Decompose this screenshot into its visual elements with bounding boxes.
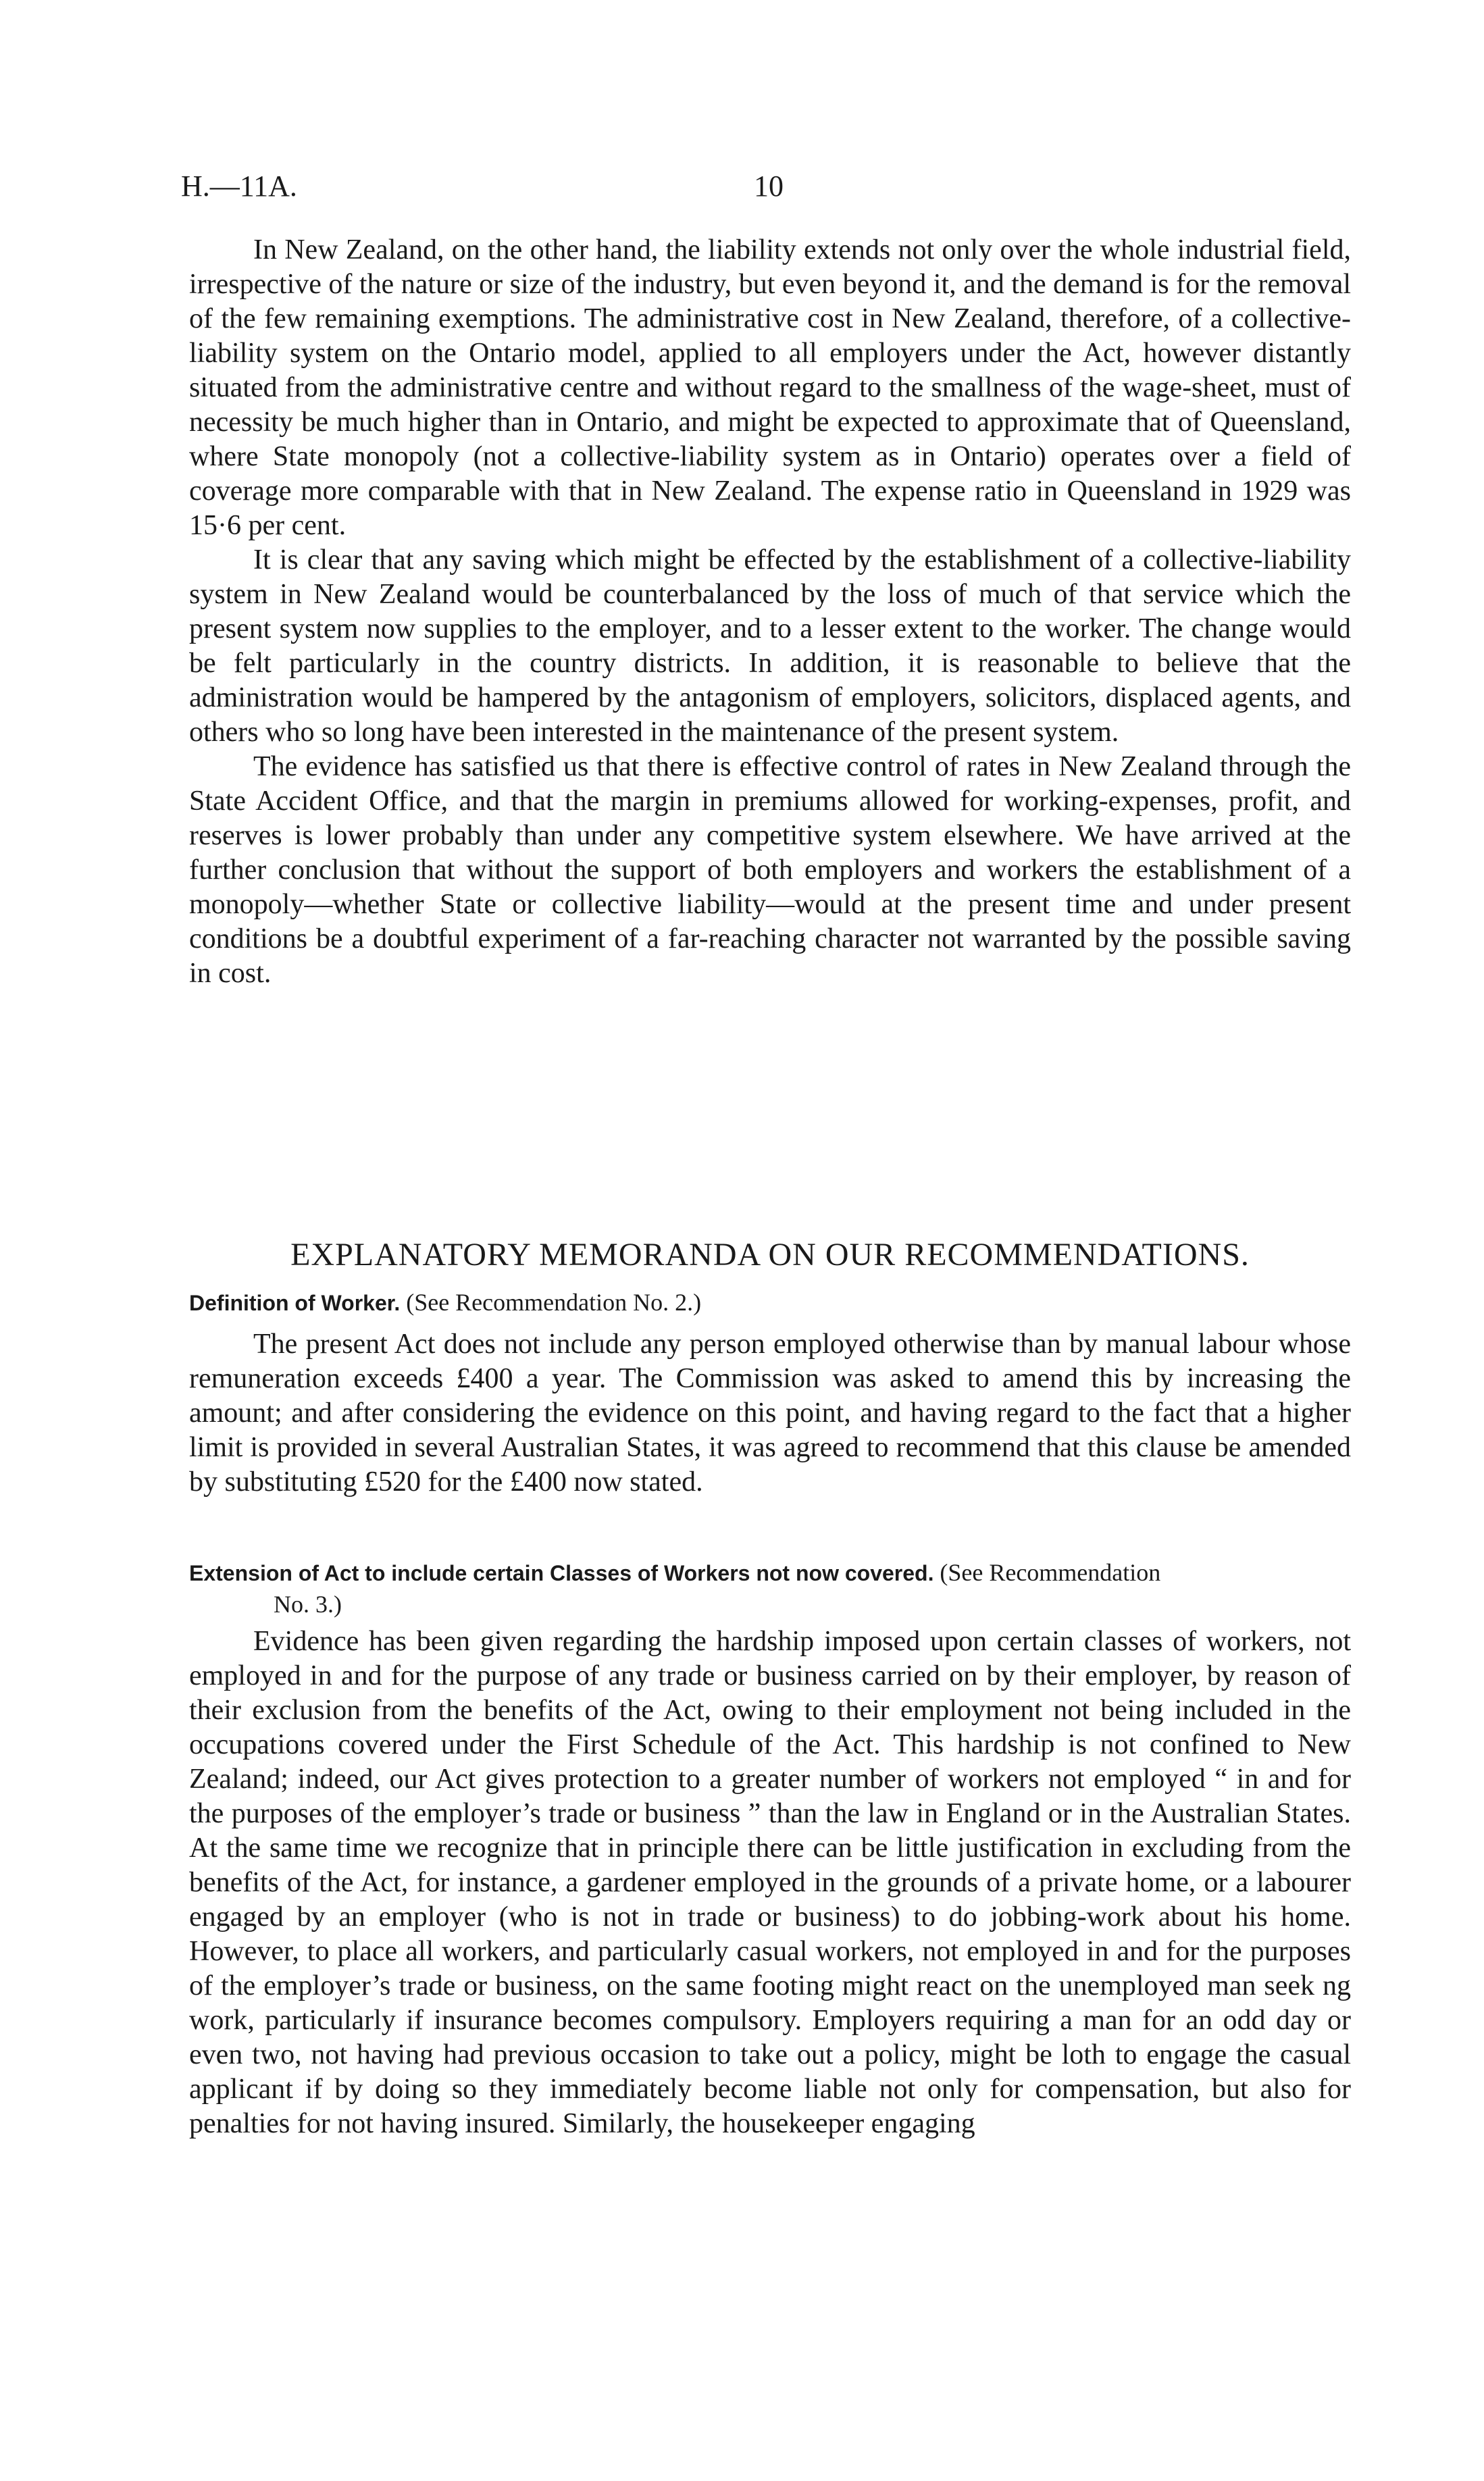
- definition-text-block: [189, 1327, 1351, 1500]
- paragraph-collective-liability: It is clear that any saving which might be effected by the establishment of a collective-liability system in New Zealand would be counterbalanced by the loss of much of that service which the present system now supplies to the employer, and to a lesser extent to the worker. The change would be felt particularly in the country districts. In addition, it is reasonable to believe that the administration would be hampered by the antagonism of employers, solicitors, displaced agents, and others who so long have been interested in the maintenance of the present system.: [189, 544, 1351, 748]
- subsection-heading-extension: [189, 1557, 1351, 1620]
- page-header: [181, 169, 1356, 209]
- paragraph-cost-comparison: In New Zealand, on the other hand, the liability extends not only over the whole industrial field, irrespective of the nature or size of the industry, but even beyond it, and the demand is for the removal of the few remaining exemptions. The administrative cost in New Zealand, therefore, of a collective-liability system on the Ontario model, applied to all employers under the Act, however distantly situated from the administrative centre and without regard to the smallness of the wage-sheet, must of necessity be much higher than in Ontario, and might be expected to approximate that of Queensland, where State monopoly (not a collective-liability system as in Ontario) operates over a field of coverage more comparable with that in New Zealand. The expense ratio in Queensland in 1929 was 15·6 per cent.: [189, 234, 1351, 541]
- section-heading: EXPLANATORY MEMORANDA ON OUR RECOMMENDATIONS.: [290, 1237, 1250, 1273]
- document-reference: H.—11A.: [181, 170, 297, 203]
- recommendation-reference: (See Recommendation: [940, 1559, 1161, 1586]
- subsection-title: Definition of Worker.: [189, 1291, 401, 1315]
- extension-text-block: [189, 1625, 1351, 2141]
- subsection-title: Extension of Act to include certain Classes of Workers not now covered.: [189, 1561, 934, 1585]
- paragraph-conclusion: The evidence has satisfied us that there is effective control of rates in New Zealand through the State Accident Office, and that the margin in premiums allowed for working-expenses, profit, and reserves is lower probably than under any competitive system elsewhere. We have arrived at the further conclusion that without the support of both employers and workers the establishment of a monopoly—whether State or collective liability—would at the present time and under present conditions be a doubtful experiment of a far-reaching character not warranted by the possible saving in cost.: [189, 751, 1351, 989]
- paragraph-definition-of-worker: The present Act does not include any person employed otherwise than by manual labour whose remuneration exceeds £400 a year. The Commission was asked to amend this by increasing the amount; and after considering the evidence on this point, and having regard to the fact that a higher limit is provided in several Australian States, it was agreed to recommend that this clause be amended by substituting £520 for the £400 now stated.: [189, 1329, 1351, 1498]
- recommendation-reference-continued: No. 3.): [274, 1591, 342, 1618]
- paragraph-extension-of-act: Evidence has been given regarding the hardship imposed upon certain classes of workers, not employed in and for the purpose of any trade or business carried on by their employer, by reason of their exclusion from the benefits of the Act, owing to their employment not being included in the occupations covered under the First Schedule of the Act. This hardship is not confined to New Zealand; indeed, our Act gives protection to a greater number of workers not employed “ in and for the purposes of the employer’s trade or business ” than the law in England or in the Australian States. At the same time we recognize that in principle there can be little justification in excluding from the benefits of the Act, for instance, a gardener employed in the grounds of a private home, or a labourer engaged by an employer (who is not in trade or business) to do jobbing-work about his home. However, to place all workers, and particularly casual workers, not employed in and for the purposes of the employer’s trade or business, on the same footing might react on the unemployed man seek ng work, particularly if insurance becomes compulsory. Employers requiring a man for an odd day or even two, not having had previous occasion to take out a policy, might be loth to engage the casual applicant if by doing so they immediately become liable not only for compensation, but also for penalties for not having insured. Similarly, the housekeeper engaging: [189, 1626, 1351, 2139]
- recommendation-reference: (See Recommendation No. 2.): [406, 1289, 702, 1316]
- page-number: 10: [754, 170, 784, 203]
- top-text-block: [189, 233, 1351, 991]
- subsection-heading-definition: [189, 1287, 1351, 1319]
